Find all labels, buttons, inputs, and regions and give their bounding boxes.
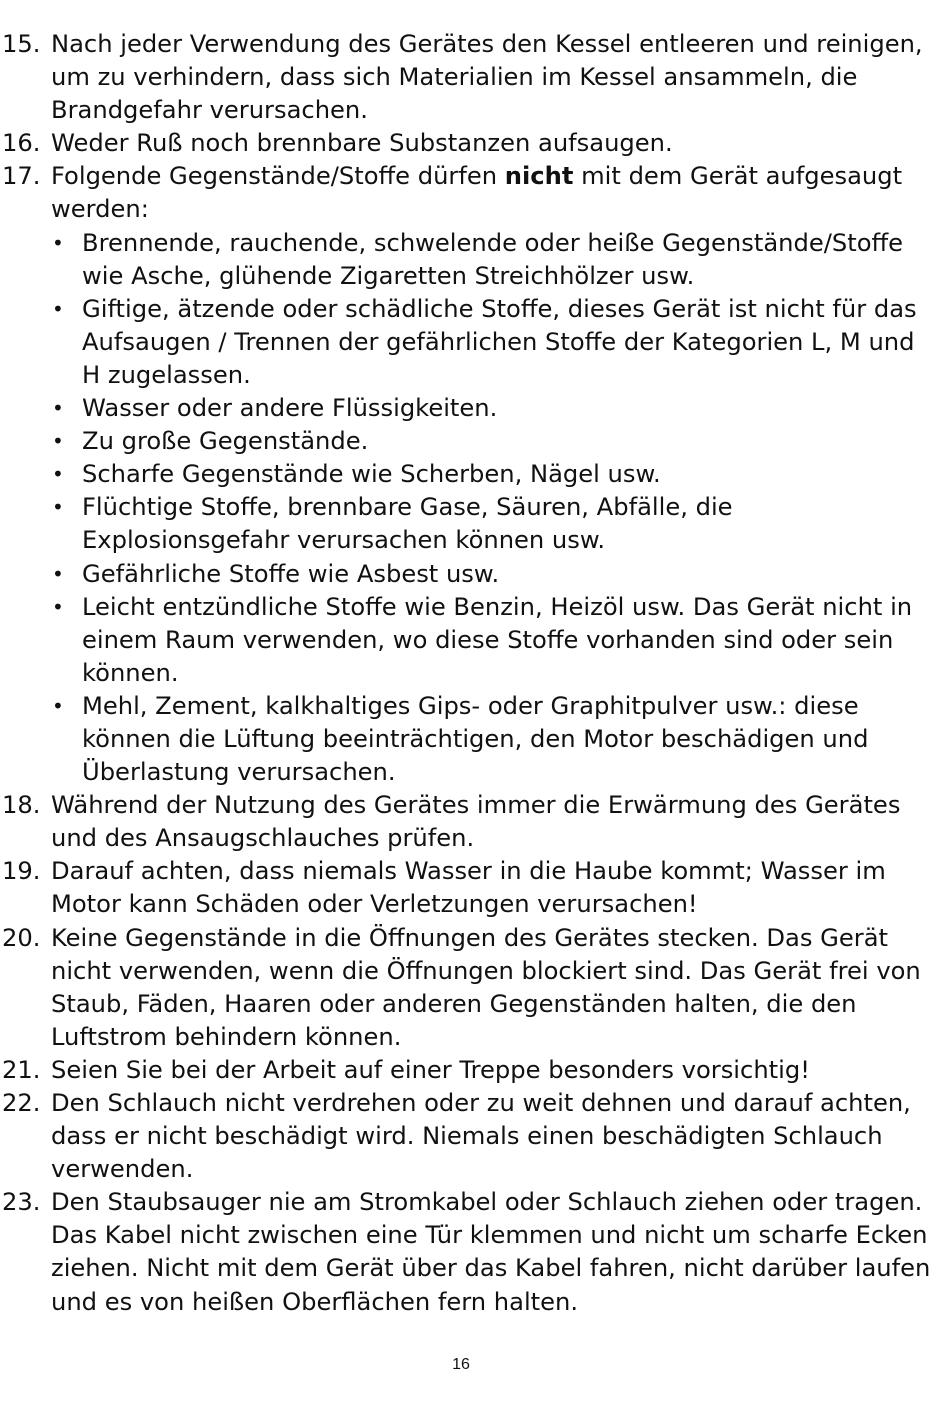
bullet-icon: • <box>52 396 64 421</box>
bullet-icon: • <box>52 462 64 487</box>
bullet-text: Gefährliche Stoffe wie Asbest usw. <box>82 559 500 588</box>
item-number: 21. <box>2 1055 41 1084</box>
item-number: 18. <box>2 791 41 820</box>
bullet-item <box>51 392 935 425</box>
item-number: 19. <box>2 857 41 886</box>
list-item-16 <box>0 127 935 160</box>
item-text <box>51 162 902 223</box>
bullet-item <box>51 293 935 392</box>
item-number: 20. <box>2 923 41 952</box>
bullet-text: Zu große Gegenstände. <box>82 427 369 456</box>
item-text-end: mit dem Gerät aufgesaugt werden: <box>51 162 903 224</box>
bullet-item <box>51 425 935 458</box>
item-text: Nach jeder Verwendung des Gerätes den Kessel entleeren und reinigen, um zu verhindern, dass sich Materialien im Kessel ansammeln, die Brandgefahr verursachen. <box>51 30 923 125</box>
item-number: 22. <box>2 1089 41 1117</box>
bullet-icon: • <box>52 429 64 454</box>
item-number: 23. <box>2 1188 41 1217</box>
item-number: 17. <box>2 162 41 191</box>
item-text: Darauf achten, dass niemals Wasser in die Haube kommt; Wasser im Motor kann Schäden oder Verletzungen verursachen! <box>51 857 886 919</box>
bullet-icon: • <box>52 230 64 255</box>
list-item-19 <box>0 855 935 921</box>
item-text: Weder Ruß noch brennbare Substanzen aufsaugen. <box>51 129 673 158</box>
list-item-22 <box>0 1087 935 1186</box>
list-item-21 <box>0 1054 935 1087</box>
bullet-item <box>51 491 935 557</box>
item-text: Keine Gegenstände in die Öffnungen des Gerätes stecken. Das Gerät nicht verwenden, wenn die Öffnungen blockiert sind. Das Gerät frei von Staub, Fäden, Haaren oder anderen Gegenständen halten, die den Luftstrom behindern können. <box>51 923 921 1051</box>
list-item-20 <box>0 922 935 1054</box>
bullet-text: Brennende, rauchende, schwelende oder heiße Gegenstände/Stoffe wie Asche, glühende Zigaretten Streichhölzer usw. <box>82 228 904 290</box>
item-number: 15. <box>2 30 41 58</box>
list-item-18 <box>0 789 935 855</box>
bullet-text: Giftige, ätzende oder schädliche Stoffe, dieses Gerät ist nicht für das Aufsaugen / Trennen der gefährlichen Stoffe der Kategorien L, M und H zugelassen. <box>82 294 917 389</box>
item-number: 16. <box>2 129 41 158</box>
bullet-text: Scharfe Gegenstände wie Scherben, Nägel usw. <box>82 460 661 489</box>
bullet-text: Leicht entzündliche Stoffe wie Benzin, Heizöl usw. Das Gerät nicht in einem Raum verwenden, wo diese Stoffe vorhanden sind oder sein können. <box>82 592 913 687</box>
bullet-icon: • <box>52 693 64 718</box>
bullet-icon: • <box>52 594 64 619</box>
bullet-item <box>51 690 935 789</box>
item-text-start: Folgende Gegenstände/Stoffe dürfen <box>51 162 505 191</box>
prohibited-substances-list <box>51 227 935 790</box>
bullet-icon: • <box>52 495 64 520</box>
bullet-text: Mehl, Zement, kalkhaltiges Gips- oder Graphitpulver usw.: diese können die Lüftung beeinträchtigen, den Motor beschädigen und Überlastung verursachen. <box>82 691 869 787</box>
safety-instructions-list <box>0 28 935 1319</box>
emphasis-not: nicht <box>504 162 574 191</box>
bullet-item <box>51 558 935 591</box>
bullet-item <box>51 227 935 293</box>
item-text: Seien Sie bei der Arbeit auf einer Treppe besonders vorsichtig! <box>51 1055 810 1084</box>
bullet-text: Flüchtige Stoffe, brennbare Gase, Säuren, Abfälle, die Explosionsgefahr verursachen können usw. <box>82 493 733 555</box>
list-item-23 <box>0 1186 935 1318</box>
bullet-text: Wasser oder andere Flüssigkeiten. <box>82 394 498 423</box>
item-text: Den Staubsauger nie am Stromkabel oder Schlauch ziehen oder tragen. Das Kabel nicht zwischen eine Tür klemmen und nicht um scharfe Ecken ziehen. Nicht mit dem Gerät über das Kabel fahren, nicht darüber laufen und es von heißen Oberflächen fern halten. <box>51 1188 931 1316</box>
list-item-17 <box>0 160 935 789</box>
bullet-item <box>51 458 935 491</box>
item-text: Den Schlauch nicht verdrehen oder zu weit dehnen und darauf achten, dass er nicht beschädigt wird. Niemals einen beschädigten Schlauch verwenden. <box>51 1089 911 1184</box>
item-text: Während der Nutzung des Gerätes immer die Erwärmung des Gerätes und des Ansaugschlauches prüfen. <box>51 791 901 853</box>
bullet-item <box>51 591 935 690</box>
bullet-icon: • <box>52 296 64 321</box>
page-number: 16 <box>452 1356 470 1373</box>
list-item-15 <box>0 28 935 127</box>
bullet-icon: • <box>52 561 64 586</box>
